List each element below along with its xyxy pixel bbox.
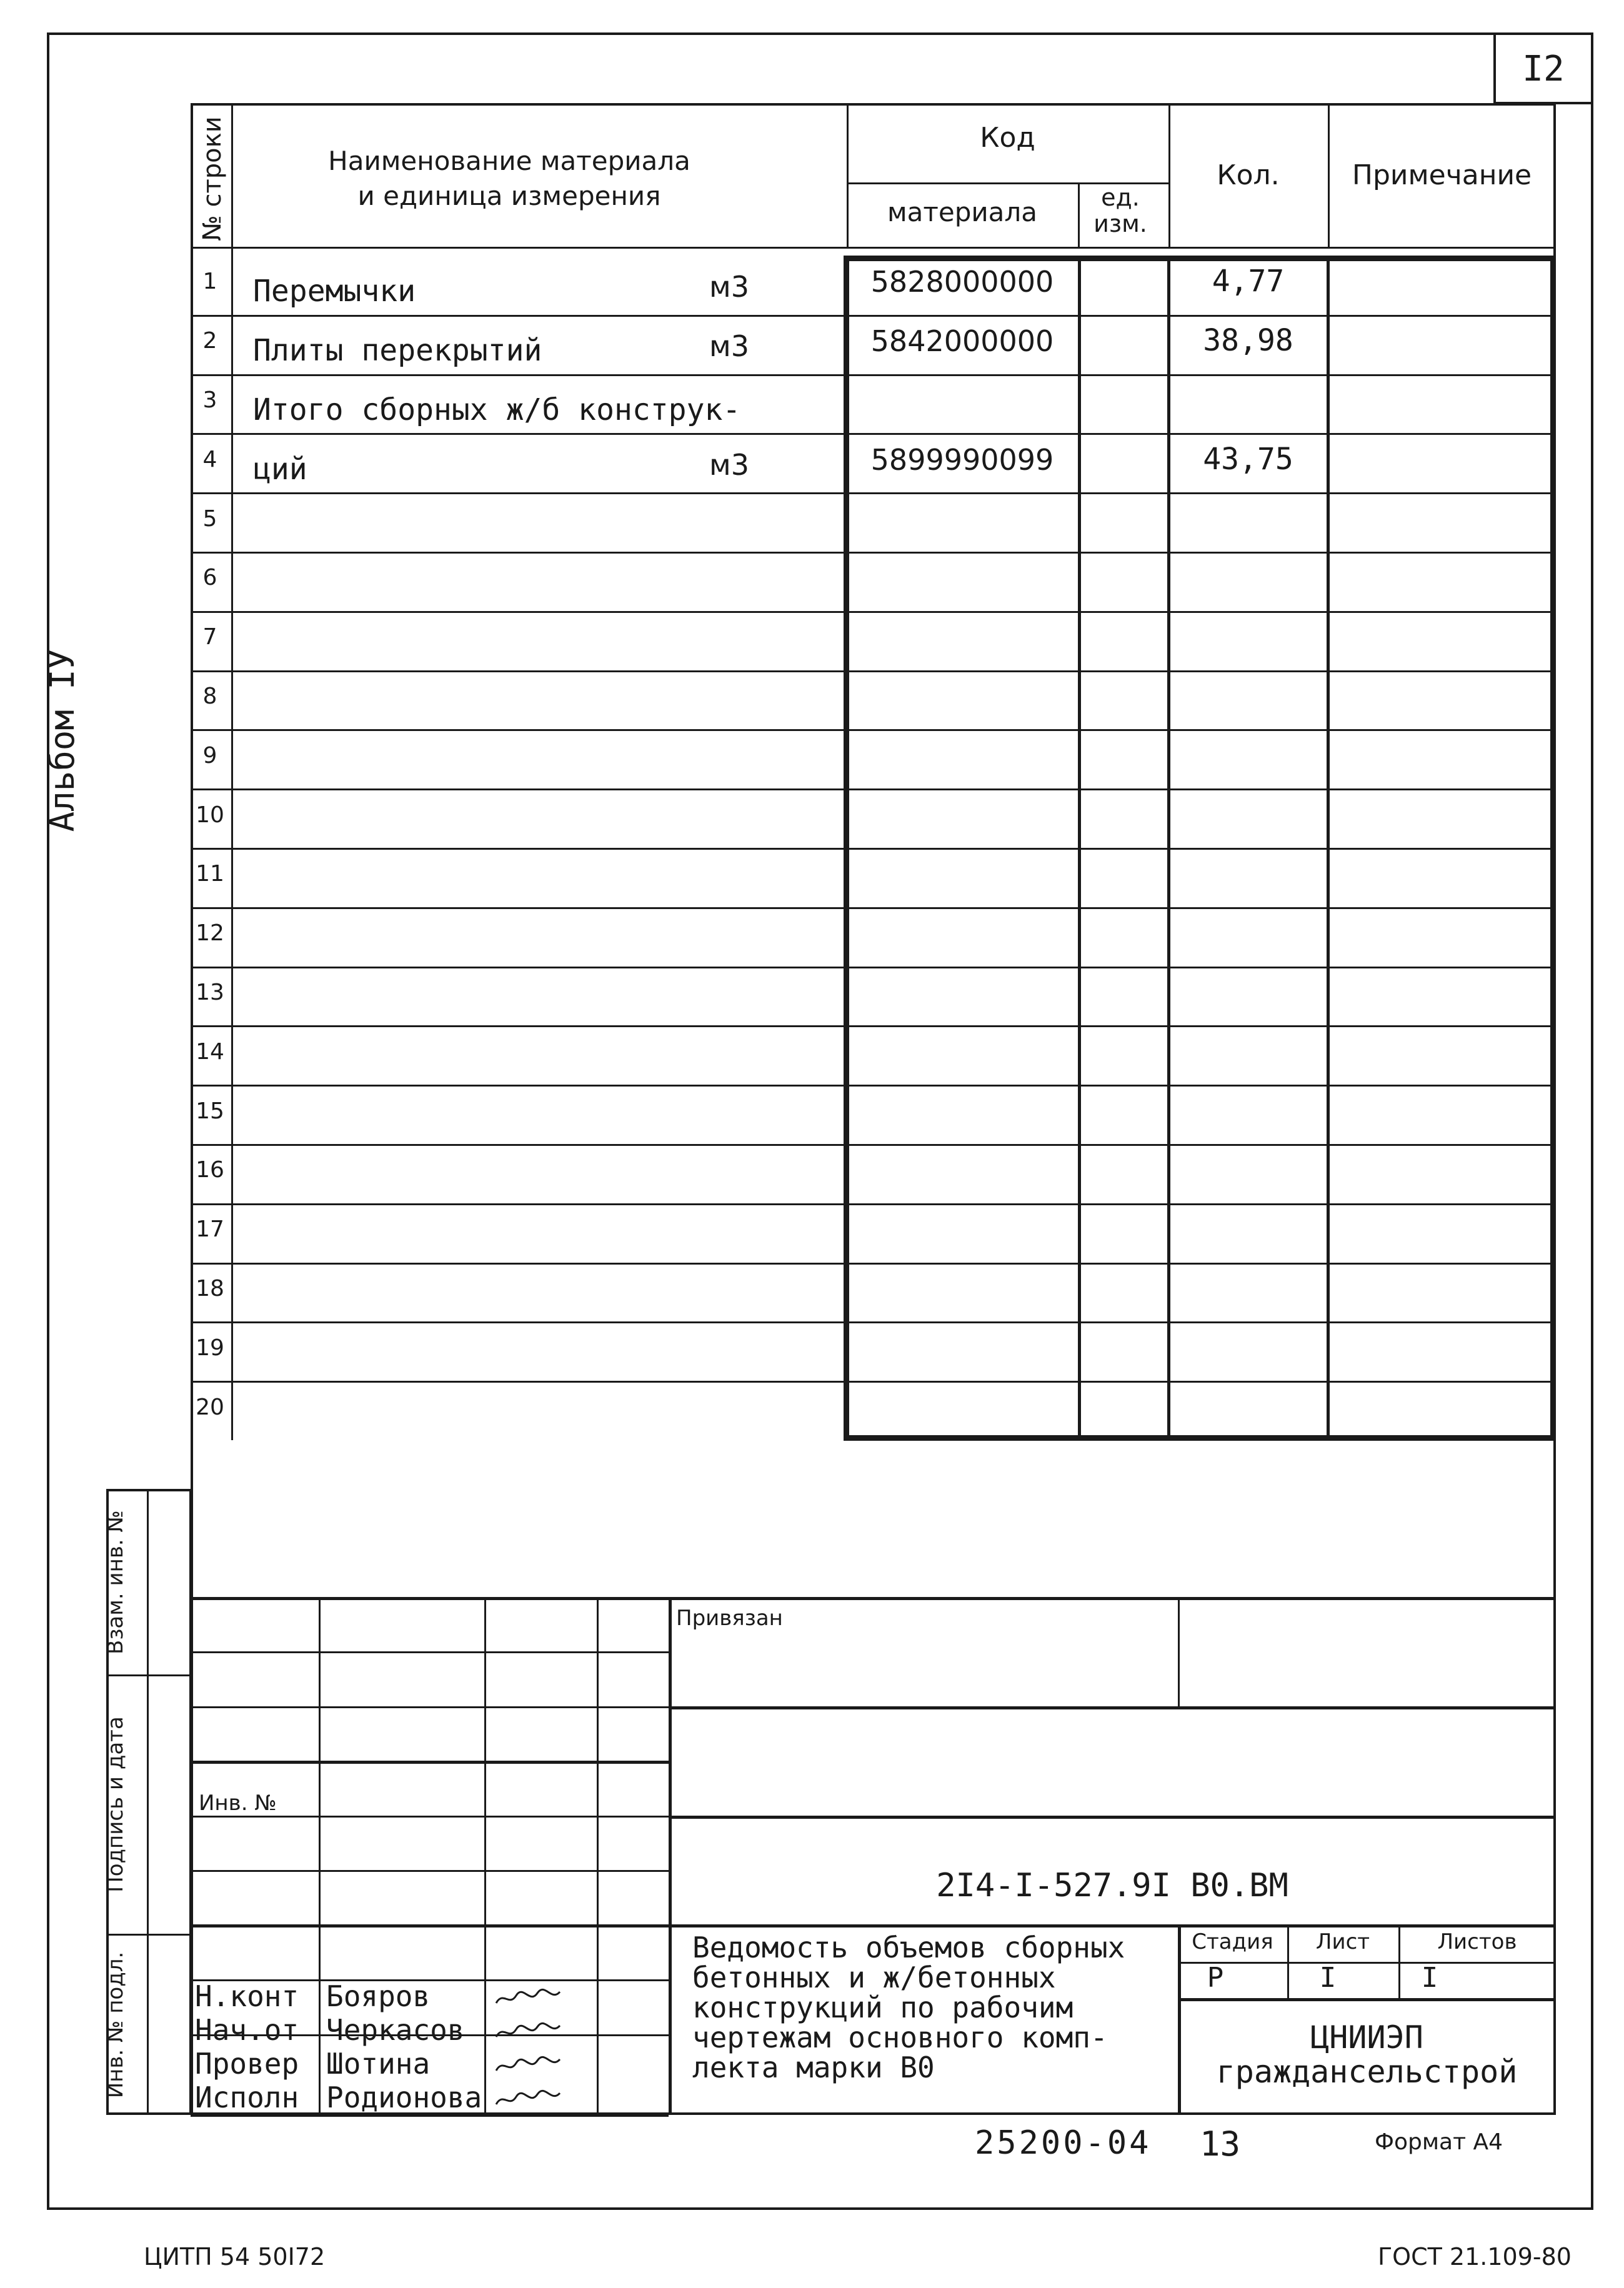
table-row <box>191 1144 1556 1203</box>
header-code-material: материала <box>887 197 1037 227</box>
row-name: Итого сборных ж/б конструк- <box>253 392 741 427</box>
row-number: 10 <box>196 802 224 828</box>
title-line: чертежам основного комп- <box>692 2021 1108 2054</box>
header-code: Код <box>980 122 1035 154</box>
signer-role: Н.конт <box>195 1979 299 2013</box>
row-qty: 38,98 <box>1203 323 1293 359</box>
signer-name: Шотина <box>326 2047 431 2081</box>
handwritten-archive-number: 25200-04 <box>975 2124 1152 2162</box>
sheet-label: Лист <box>1315 1929 1370 1954</box>
sheet-value: I <box>1319 1962 1337 1994</box>
title-line: лекта марки В0 <box>692 2051 935 2084</box>
signature-scribble <box>494 2087 562 2112</box>
row-code: 5842000000 <box>870 324 1054 359</box>
row-code: 5828000000 <box>870 265 1054 299</box>
doc-code: 2I4-I-527.9I В0.ВМ <box>936 1867 1288 1904</box>
row-qty: 43,75 <box>1203 441 1293 477</box>
table-row <box>191 848 1556 907</box>
signer-role: Провер <box>195 2047 299 2081</box>
title-line: Ведомость объемов сборных <box>692 1931 1125 1964</box>
row-number: 19 <box>196 1335 224 1361</box>
table-row <box>191 1381 1556 1440</box>
stage-label: Стадия <box>1192 1929 1273 1954</box>
table-row <box>191 1203 1556 1263</box>
row-number: 2 <box>202 328 217 354</box>
row-unit: м3 <box>709 447 749 482</box>
table-row <box>191 374 1556 434</box>
table-row <box>191 788 1556 848</box>
table-row <box>191 552 1556 611</box>
signature-scribble <box>494 2019 562 2044</box>
material-table <box>191 103 1556 1440</box>
header-name: Наименование материала и единица измерения <box>328 146 690 211</box>
row-name: ций <box>253 451 307 487</box>
title-line: конструкций по рабочим <box>692 1991 1074 2024</box>
album-label: Альбом IУ <box>42 649 82 832</box>
document-title <box>692 1932 1125 2082</box>
row-number: 16 <box>196 1157 224 1183</box>
side-inv-podl: Инв. № подл. <box>103 1951 128 2099</box>
row-number: 7 <box>202 624 217 650</box>
row-number: 3 <box>202 387 217 413</box>
table-row <box>191 315 1556 374</box>
signer-name: Бояров <box>326 1979 431 2013</box>
table-row <box>191 611 1556 670</box>
signer-name: Родионова <box>326 2081 482 2114</box>
header-qty: Кол. <box>1217 159 1280 191</box>
footer-left: ЦИТП 54 50I72 <box>144 2243 326 2271</box>
row-number: 9 <box>202 742 217 768</box>
format-label: Формат А4 <box>1375 2129 1503 2155</box>
header-note: Примечание <box>1352 159 1532 191</box>
row-name: Перемычки <box>253 274 416 309</box>
table-row <box>191 729 1556 788</box>
row-number: 15 <box>196 1098 224 1124</box>
table-row <box>191 1085 1556 1144</box>
signer-role: Исполн <box>195 2081 299 2114</box>
table-row <box>191 967 1556 1026</box>
row-number: 11 <box>196 861 224 887</box>
org-line2: граждансельстрой <box>1216 2054 1518 2090</box>
stage-value: Р <box>1207 1962 1224 1994</box>
table-row <box>191 670 1556 730</box>
handwritten-page-number: 13 <box>1200 2124 1241 2164</box>
sheet-number: I2 <box>1522 49 1565 89</box>
row-unit: м3 <box>709 329 749 364</box>
signature-scribble <box>494 2053 562 2078</box>
row-number: 5 <box>202 505 217 532</box>
side-podpis: Подпись и дата <box>103 1716 128 1893</box>
row-number: 20 <box>196 1394 224 1420</box>
table-row <box>191 256 1556 315</box>
header-code-unit: ед. изм. <box>1093 184 1147 237</box>
signer-name: Черкасов <box>326 2013 465 2047</box>
row-number: 18 <box>196 1275 224 1301</box>
row-number: 6 <box>202 565 217 591</box>
row-number: 12 <box>196 920 224 947</box>
inv-no-label: Инв. № <box>199 1791 277 1816</box>
row-name: Плиты перекрытий <box>253 333 542 369</box>
table-row <box>191 1263 1556 1322</box>
header-row-no: № строки <box>198 116 227 241</box>
signature-scribble <box>494 1986 562 2011</box>
row-number: 17 <box>196 1216 224 1243</box>
table-row <box>191 433 1556 492</box>
org-line1: ЦНИИЭП <box>1310 2019 1423 2056</box>
row-number: 1 <box>202 269 217 295</box>
sheets-value: I <box>1421 1962 1438 1994</box>
signer-role: Нач.от <box>195 2013 299 2047</box>
privyazan-label: Привязан <box>676 1606 783 1631</box>
table-row <box>191 907 1556 967</box>
table-row <box>191 492 1556 552</box>
sheet-number-box <box>1493 32 1593 104</box>
row-number: 4 <box>202 446 217 472</box>
row-qty: 4,77 <box>1212 264 1285 299</box>
title-line: бетонных и ж/бетонных <box>692 1961 1056 1994</box>
row-code: 5899990099 <box>870 442 1054 477</box>
row-unit: м3 <box>709 270 749 304</box>
table-row <box>191 1321 1556 1381</box>
table-row <box>191 1025 1556 1085</box>
row-number: 8 <box>202 683 217 709</box>
row-number: 14 <box>196 1038 224 1065</box>
row-number: 13 <box>196 979 224 1005</box>
footer-right: ГОСТ 21.109-80 <box>1378 2243 1572 2271</box>
sheets-label: Листов <box>1437 1929 1517 1954</box>
side-vzam: Взам. инв. № <box>103 1510 128 1654</box>
